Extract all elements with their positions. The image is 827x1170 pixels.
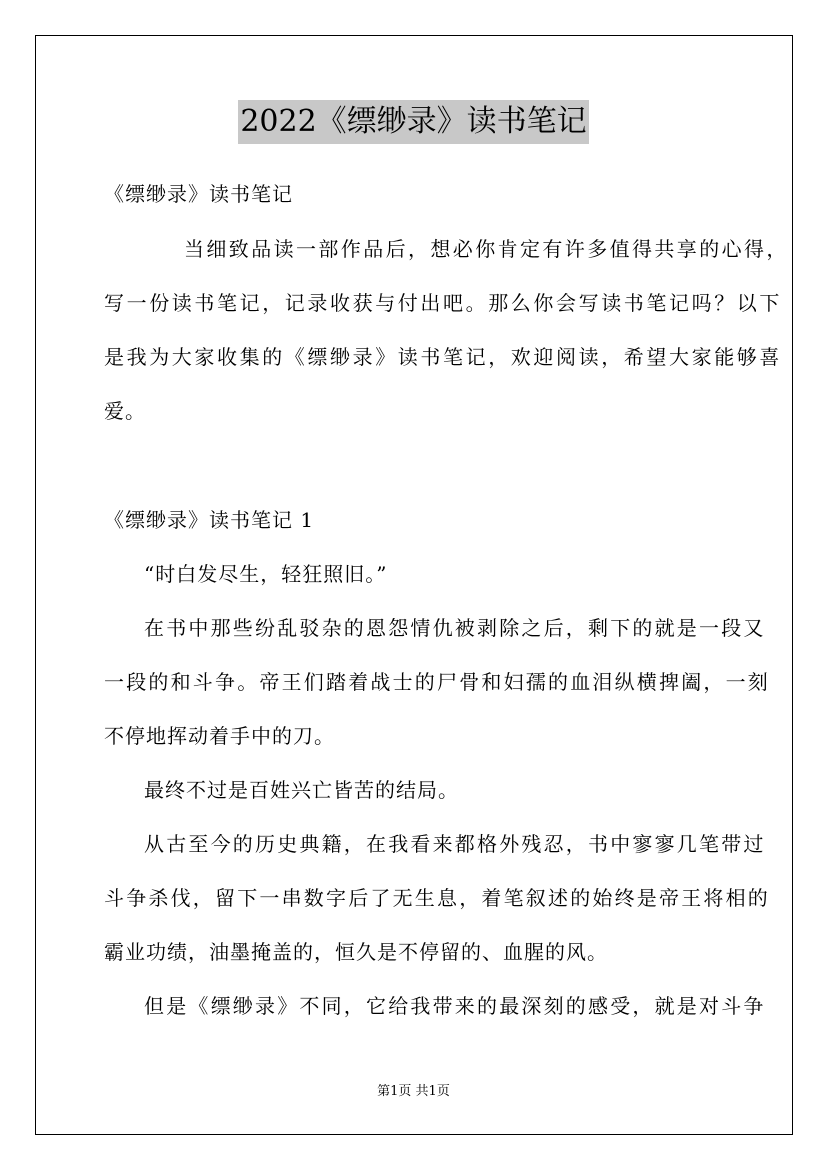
intro-line-1-text: 当细致品读一部作品后，想必你肯定有许多值得共享的心得，: [184, 237, 789, 261]
page-number-label: 第1页 共1页: [377, 1084, 450, 1099]
paragraph3-line-2: 斗争杀伐，留下一串数字后了无生息，着笔叙述的始终是帝王将相的: [104, 886, 770, 910]
paragraph4-line: 但是《缥缈录》不同，它给我带来的最深刻的感受，就是对斗争: [144, 994, 766, 1018]
paragraph1-line-1: 在书中那些纷乱驳杂的恩怨情仇被剥除之后，剩下的就是一段又: [144, 616, 766, 640]
document-title: 2022《缥缈录》读书笔记: [238, 100, 588, 144]
section-heading: 《缥缈录》读书笔记 1: [104, 508, 315, 532]
paragraph2-line: 最终不过是百姓兴亡皆苦的结局。: [144, 778, 459, 802]
intro-line-3: 是我为大家收集的《缥缈录》读书笔记，欢迎阅读，希望大家能够喜: [104, 345, 782, 369]
document-subtitle: 《缥缈录》读书笔记: [104, 182, 293, 206]
paragraph3-line-1: 从古至今的历史典籍，在我看来都格外残忍，书中寥寥几笔带过: [144, 832, 766, 856]
intro-line-1: [184, 236, 789, 262]
intro-line-2: 写一份读书笔记，记录收获与付出吧。那么你会写读书笔记吗？以下: [104, 291, 782, 315]
title-container: [0, 100, 827, 144]
page-footer: [0, 1084, 827, 1100]
paragraph1-line-2: 一段的和斗争。帝王们踏着战士的尸骨和妇孺的血泪纵横捭阖，一刻: [104, 670, 770, 694]
paragraph3-line-3: 霸业功绩，油墨掩盖的，恒久是不停留的、血腥的风。: [104, 940, 608, 964]
paragraph1-line-3: 不停地挥动着手中的刀。: [104, 724, 335, 748]
intro-line-4: 爱。: [104, 399, 146, 423]
quote-line: “时白发尽生，轻狂照旧。”: [144, 562, 388, 586]
